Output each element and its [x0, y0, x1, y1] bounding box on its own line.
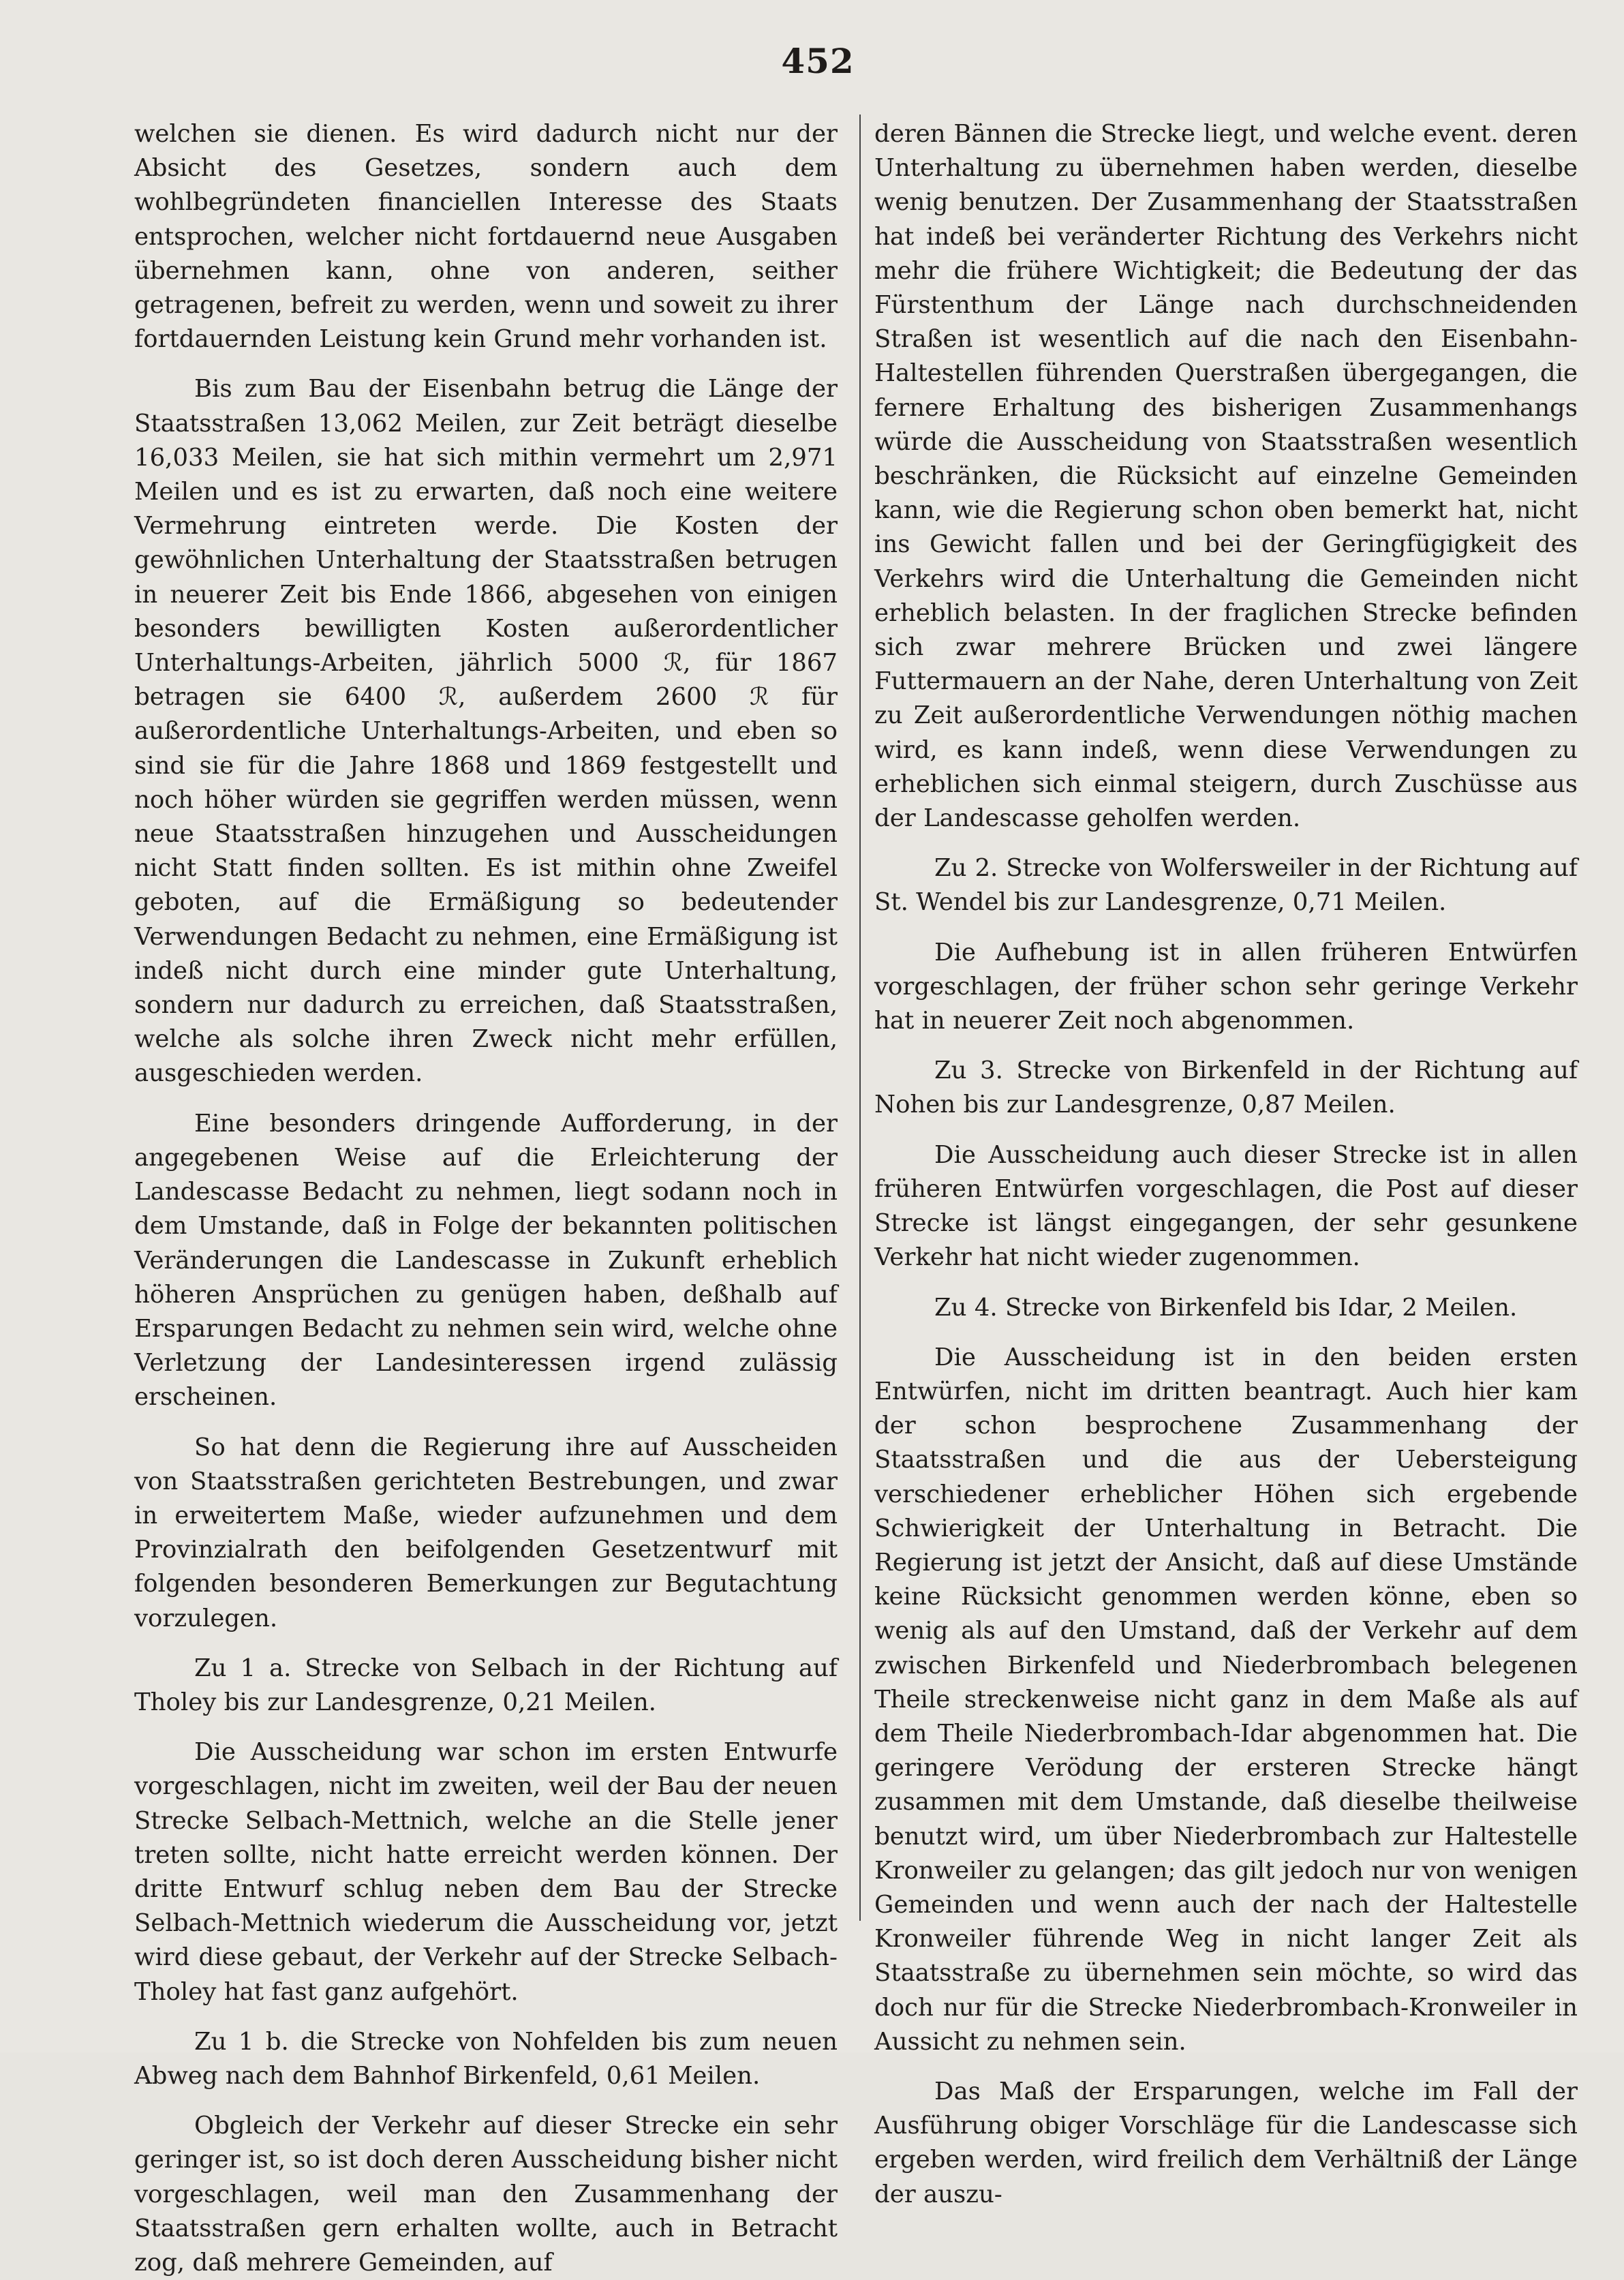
paragraph: Die Ausscheidung ist in den beiden ersten Entwürfen, nicht im dritten beantragt. Auch hier kam der schon besprochene Zusammenhang der Staatsstraßen und die aus der Uebersteigung verschiedener erheblicher Höhen sich ergebende Schwierigkeit der Unterhaltung in Betracht. Die Regierung ist jetzt der Ansicht, daß auf diese Umstände keine Rücksicht genommen werden könne, eben so wenig als auf den Umstand, daß der Verkehr auf dem zwischen Birkenfeld und Niederbrombach belegenen Theile streckenweise nicht ganz in dem Maße als auf dem Theile Niederbrombach-Idar abgenommen hat. Die geringere Verödung der ersteren Strecke hängt zusammen mit dem Umstande, daß dieselbe theilweise benutzt wird, um über Niederbrombach zur Haltestelle Kronweiler zu gelangen; das gilt jedoch nur von wenigen Gemeinden und wenn auch der nach der Haltestelle Kronweiler führende Weg in nicht langer Zeit als Staatsstraße zu übernehmen sein möchte, so wird das doch nur für die Strecke Niederbrombach-Kronweiler in Aussicht zu nehmen sein.	[874, 1343, 1578, 2056]
section-heading: Zu 2. Strecke von Wolfersweiler in der Richtung auf St. Wendel bis zur Landesgrenze, 0,71 Meilen.	[874, 854, 1578, 917]
left-column	[134, 117, 838, 2280]
section-heading: Zu 1 a. Strecke von Selbach in der Richtung auf Tholey bis zur Landesgrenze, 0,21 Meilen.	[134, 1654, 838, 1716]
paragraph: Eine besonders dringende Aufforderung, in der angegebenen Weise auf die Erleichterung der Landescasse Bedacht zu nehmen, liegt sodann noch in dem Umstande, daß in Folge der bekannten politischen Veränderungen die Landescasse in Zukunft erheblich höheren Ansprüchen zu genügen haben, deßhalb auf Ersparungen Bedacht zu nehmen sein wird, welche ohne Verletzung der Landesinteressen irgend zulässig erscheinen.	[134, 1109, 838, 1412]
paragraph: Das Maß der Ersparungen, welche im Fall der Ausführung obiger Vorschläge für die Landescasse sich ergeben werden, wird freilich dem Verhältniß der Länge der auszu-	[874, 2077, 1578, 2208]
paragraph: Bis zum Bau der Eisenbahn betrug die Länge der Staatsstraßen 13,062 Meilen, zur Zeit beträgt dieselbe 16,033 Meilen, sie hat sich mithin vermehrt um 2,971 Meilen und es ist zu erwarten, daß noch eine weitere Vermehrung eintreten werde. Die Kosten der gewöhnlichen Unterhaltung der Staatsstraßen betrugen in neuerer Zeit bis Ende 1866, abgesehen von einigen besonders bewilligten Kosten außerordentlicher Unterhaltungs-Arbeiten, jährlich 5000 ℛ, für 1867 betragen sie 6400 ℛ, außerdem 2600 ℛ für außerordentliche Unterhaltungs-Arbeiten, und eben so sind sie für die Jahre 1868 und 1869 festgestellt und noch höher würden sie gegriffen werden müssen, wenn neue Staatsstraßen hinzugehen und Ausscheidungen nicht Statt finden sollten. Es ist mithin ohne Zweifel geboten, auf die Ermäßigung so bedeutender Verwendungen Bedacht zu nehmen, eine Ermäßigung ist indeß nicht durch eine minder gute Unterhaltung, sondern nur dadurch zu erreichen, daß Staatsstraßen, welche als solche ihren Zweck nicht mehr erfüllen, ausgeschieden werden.	[134, 375, 838, 1088]
section-heading: Zu 4. Strecke von Birkenfeld bis Idar, 2 Meilen.	[934, 1293, 1518, 1322]
right-column	[874, 117, 1578, 2212]
page-number: 452	[781, 41, 855, 81]
paragraph: Die Ausscheidung war schon im ersten Entwurfe vorgeschlagen, nicht im zweiten, weil der Bau der neuen Strecke Selbach-Mettnich, welche an die Stelle jener treten sollte, nicht hatte erreicht werden können. Der dritte Entwurf schlug neben dem Bau der Strecke Selbach-Mettnich wiederum die Ausscheidung vor, jetzt wird diese gebaut, der Verkehr auf der Strecke Selbach-Tholey hat fast ganz aufgehört.	[134, 1738, 838, 2006]
paragraph: deren Bännen die Strecke liegt, und welche event. deren Unterhaltung zu übernehmen haben werden, dieselbe wenig benutzen. Der Zusammenhang der Staatsstraßen hat indeß bei veränderter Richtung des Verkehrs nicht mehr die frühere Wichtigkeit; die Bedeutung der das Fürstenthum der Länge nach durchschneidenden Straßen ist wesentlich auf die nach den Eisenbahn-Haltestellen führenden Querstraßen übergegangen, die fernere Erhaltung des bisherigen Zusammenhangs würde die Ausscheidung von Staatsstraßen wesentlich beschränken, die Rücksicht auf einzelne Gemeinden kann, wie die Regierung schon oben bemerkt hat, nicht ins Gewicht fallen und bei der Geringfügigkeit des Verkehrs wird die Unterhaltung die Gemeinden nicht erheblich belasten. In der fraglichen Strecke befinden sich zwar mehrere Brücken und zwei längere Futtermauern an der Nahe, deren Unterhaltung von Zeit zu Zeit außerordentliche Verwendungen nöthig machen wird, es kann indeß, wenn diese Verwendungen zu erheblichen sich einmal steigern, durch Zuschüsse aus der Landescasse geholfen werden.	[874, 120, 1578, 833]
column-divider	[859, 115, 861, 1921]
paragraph: So hat denn die Regierung ihre auf Ausscheiden von Staatsstraßen gerichteten Bestrebungen, und zwar in erweitertem Maße, wieder aufzunehmen und dem Provinzialrath den beifolgenden Gesetzentwurf mit folgenden besonderen Bemerkungen zur Begutachtung vorzulegen.	[134, 1433, 838, 1632]
section-heading: Zu 3. Strecke von Birkenfeld in der Richtung auf Nohen bis zur Landesgrenze, 0,87 Meilen.	[874, 1057, 1578, 1119]
paragraph: Die Aufhebung ist in allen früheren Entwürfen vorgeschlagen, der früher schon sehr geringe Verkehr hat in neuerer Zeit noch abgenommen.	[874, 938, 1578, 1035]
section-heading: Zu 1 b. die Strecke von Nohfelden bis zum neuen Abweg nach dem Bahnhof Birkenfeld, 0,61 Meilen.	[134, 2027, 838, 2090]
paragraph: Obgleich der Verkehr auf dieser Strecke ein sehr geringer ist, so ist doch deren Ausscheidung bisher nicht vorgeschlagen, weil man den Zusammenhang der Staatsstraßen gern erhalten wollte, auch in Betracht zog, daß mehrere Gemeinden, auf	[134, 2112, 838, 2277]
paragraph: welchen sie dienen. Es wird dadurch nicht nur der Absicht des Gesetzes, sondern auch dem wohlbegründeten financiellen Interesse des Staats entsprochen, welcher nicht fortdauernd neue Ausgaben übernehmen kann, ohne von anderen, seither getragenen, befreit zu werden, wenn und soweit zu ihrer fortdauernden Leistung kein Grund mehr vorhanden ist.	[134, 120, 838, 354]
paragraph: Die Ausscheidung auch dieser Strecke ist in allen früheren Entwürfen vorgeschlagen, die Post auf dieser Strecke ist längst eingegangen, der sehr gesunkene Verkehr hat nicht wieder zugenommen.	[874, 1140, 1578, 1272]
